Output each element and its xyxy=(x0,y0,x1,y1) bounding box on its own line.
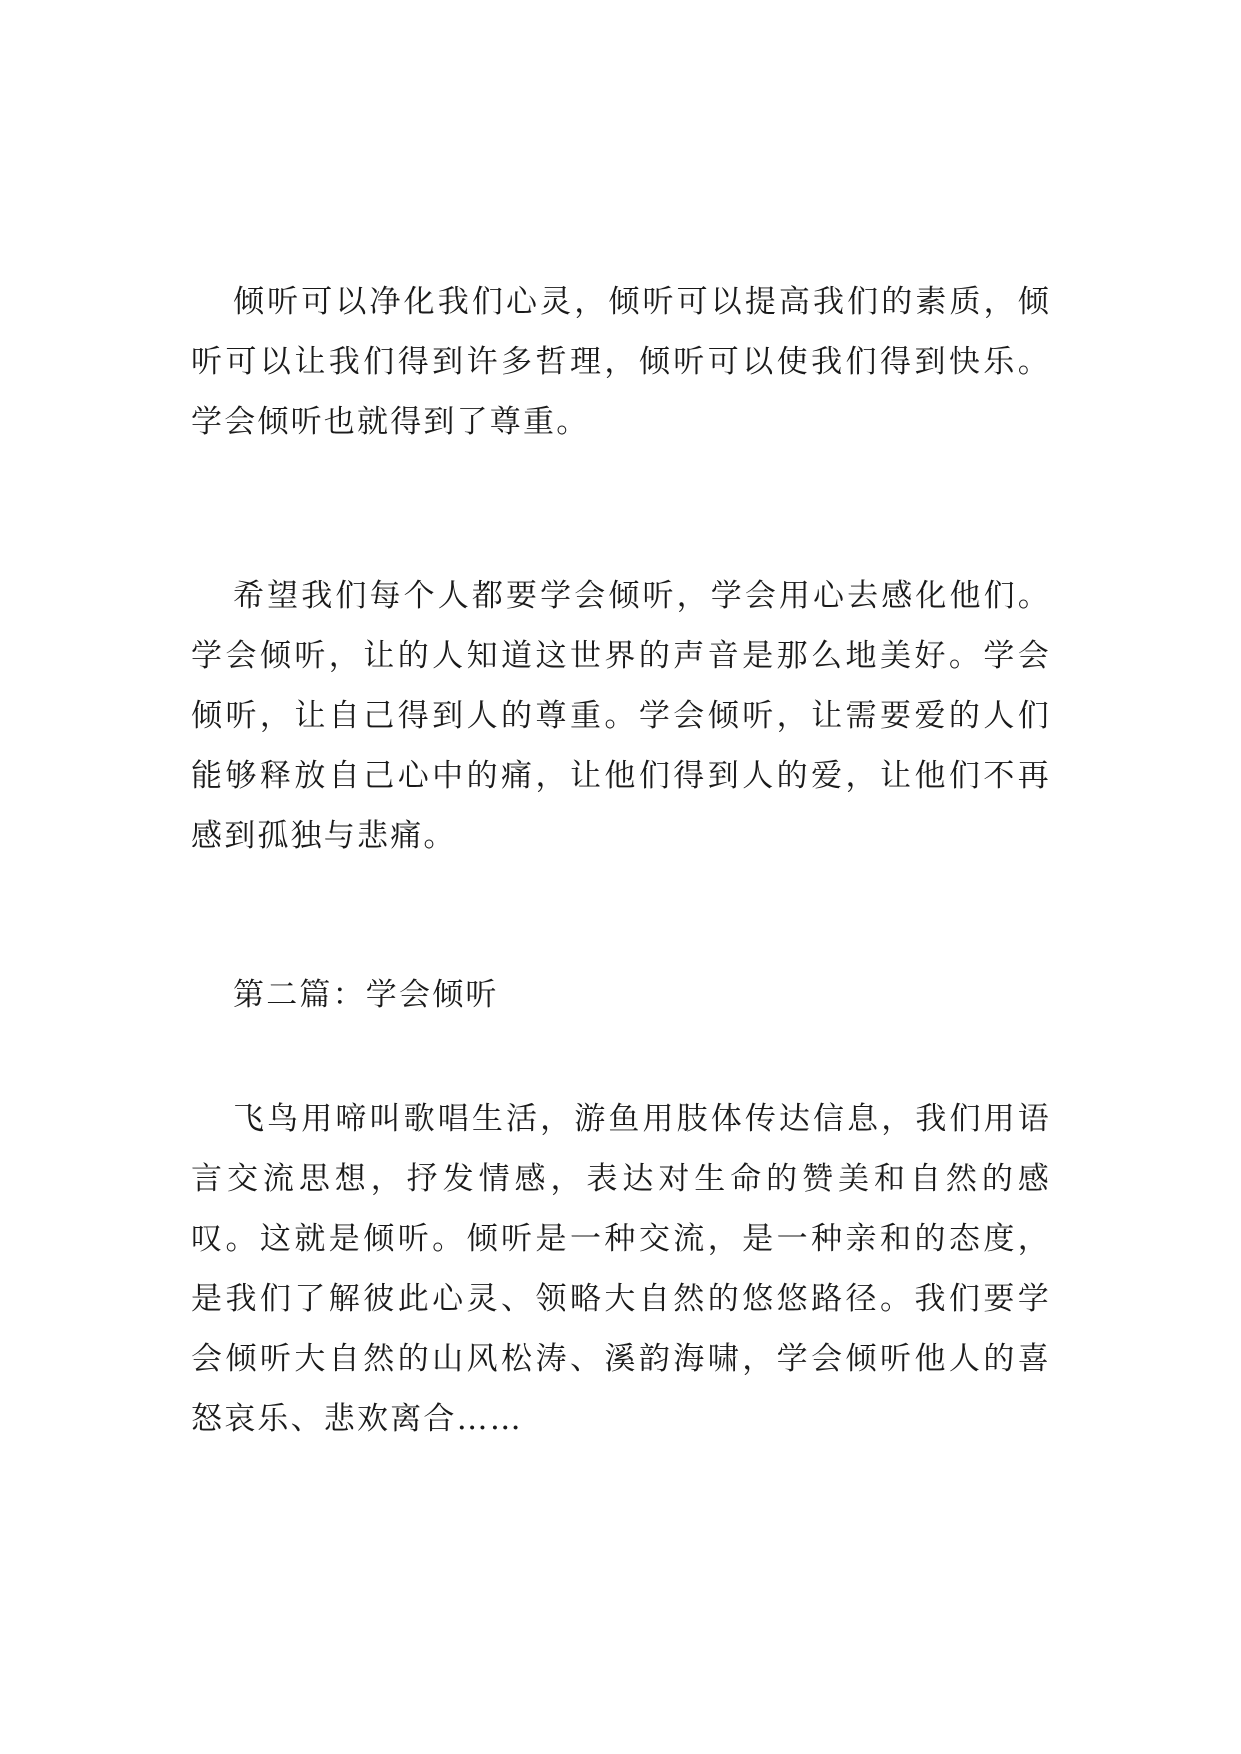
section-paragraph: 飞鸟用啼叫歌唱生活，游鱼用肢体传达信息，我们用语言交流思想，抒发情感，表达对生命的赞美和自然的感叹。这就是倾听。倾听是一种交流，是一种亲和的态度，是我们了解彼此心灵、领略大自然的悠悠路径。我们要学会倾听大自然的山风松涛、溪韵海啸，学会倾听他人的喜怒哀乐、悲欢离合…… xyxy=(191,1101,1051,1437)
body-paragraph-2: 希望我们每个人都要学会倾听，学会用心去感化他们。学会倾听，让的人知道这世界的声音是那么地美好。学会倾听，让自己得到人的尊重。学会倾听，让需要爱的人们能够释放自己心中的痛，让他们得到人的爱，让他们不再感到孤独与悲痛。 xyxy=(191,578,1051,854)
section-heading: 第二篇：学会倾听 xyxy=(233,977,499,1013)
body-paragraph-1: 倾听可以净化我们心灵，倾听可以提高我们的素质，倾听可以让我们得到许多哲理，倾听可以使我们得到快乐。学会倾听也就得到了尊重。 xyxy=(191,284,1051,440)
